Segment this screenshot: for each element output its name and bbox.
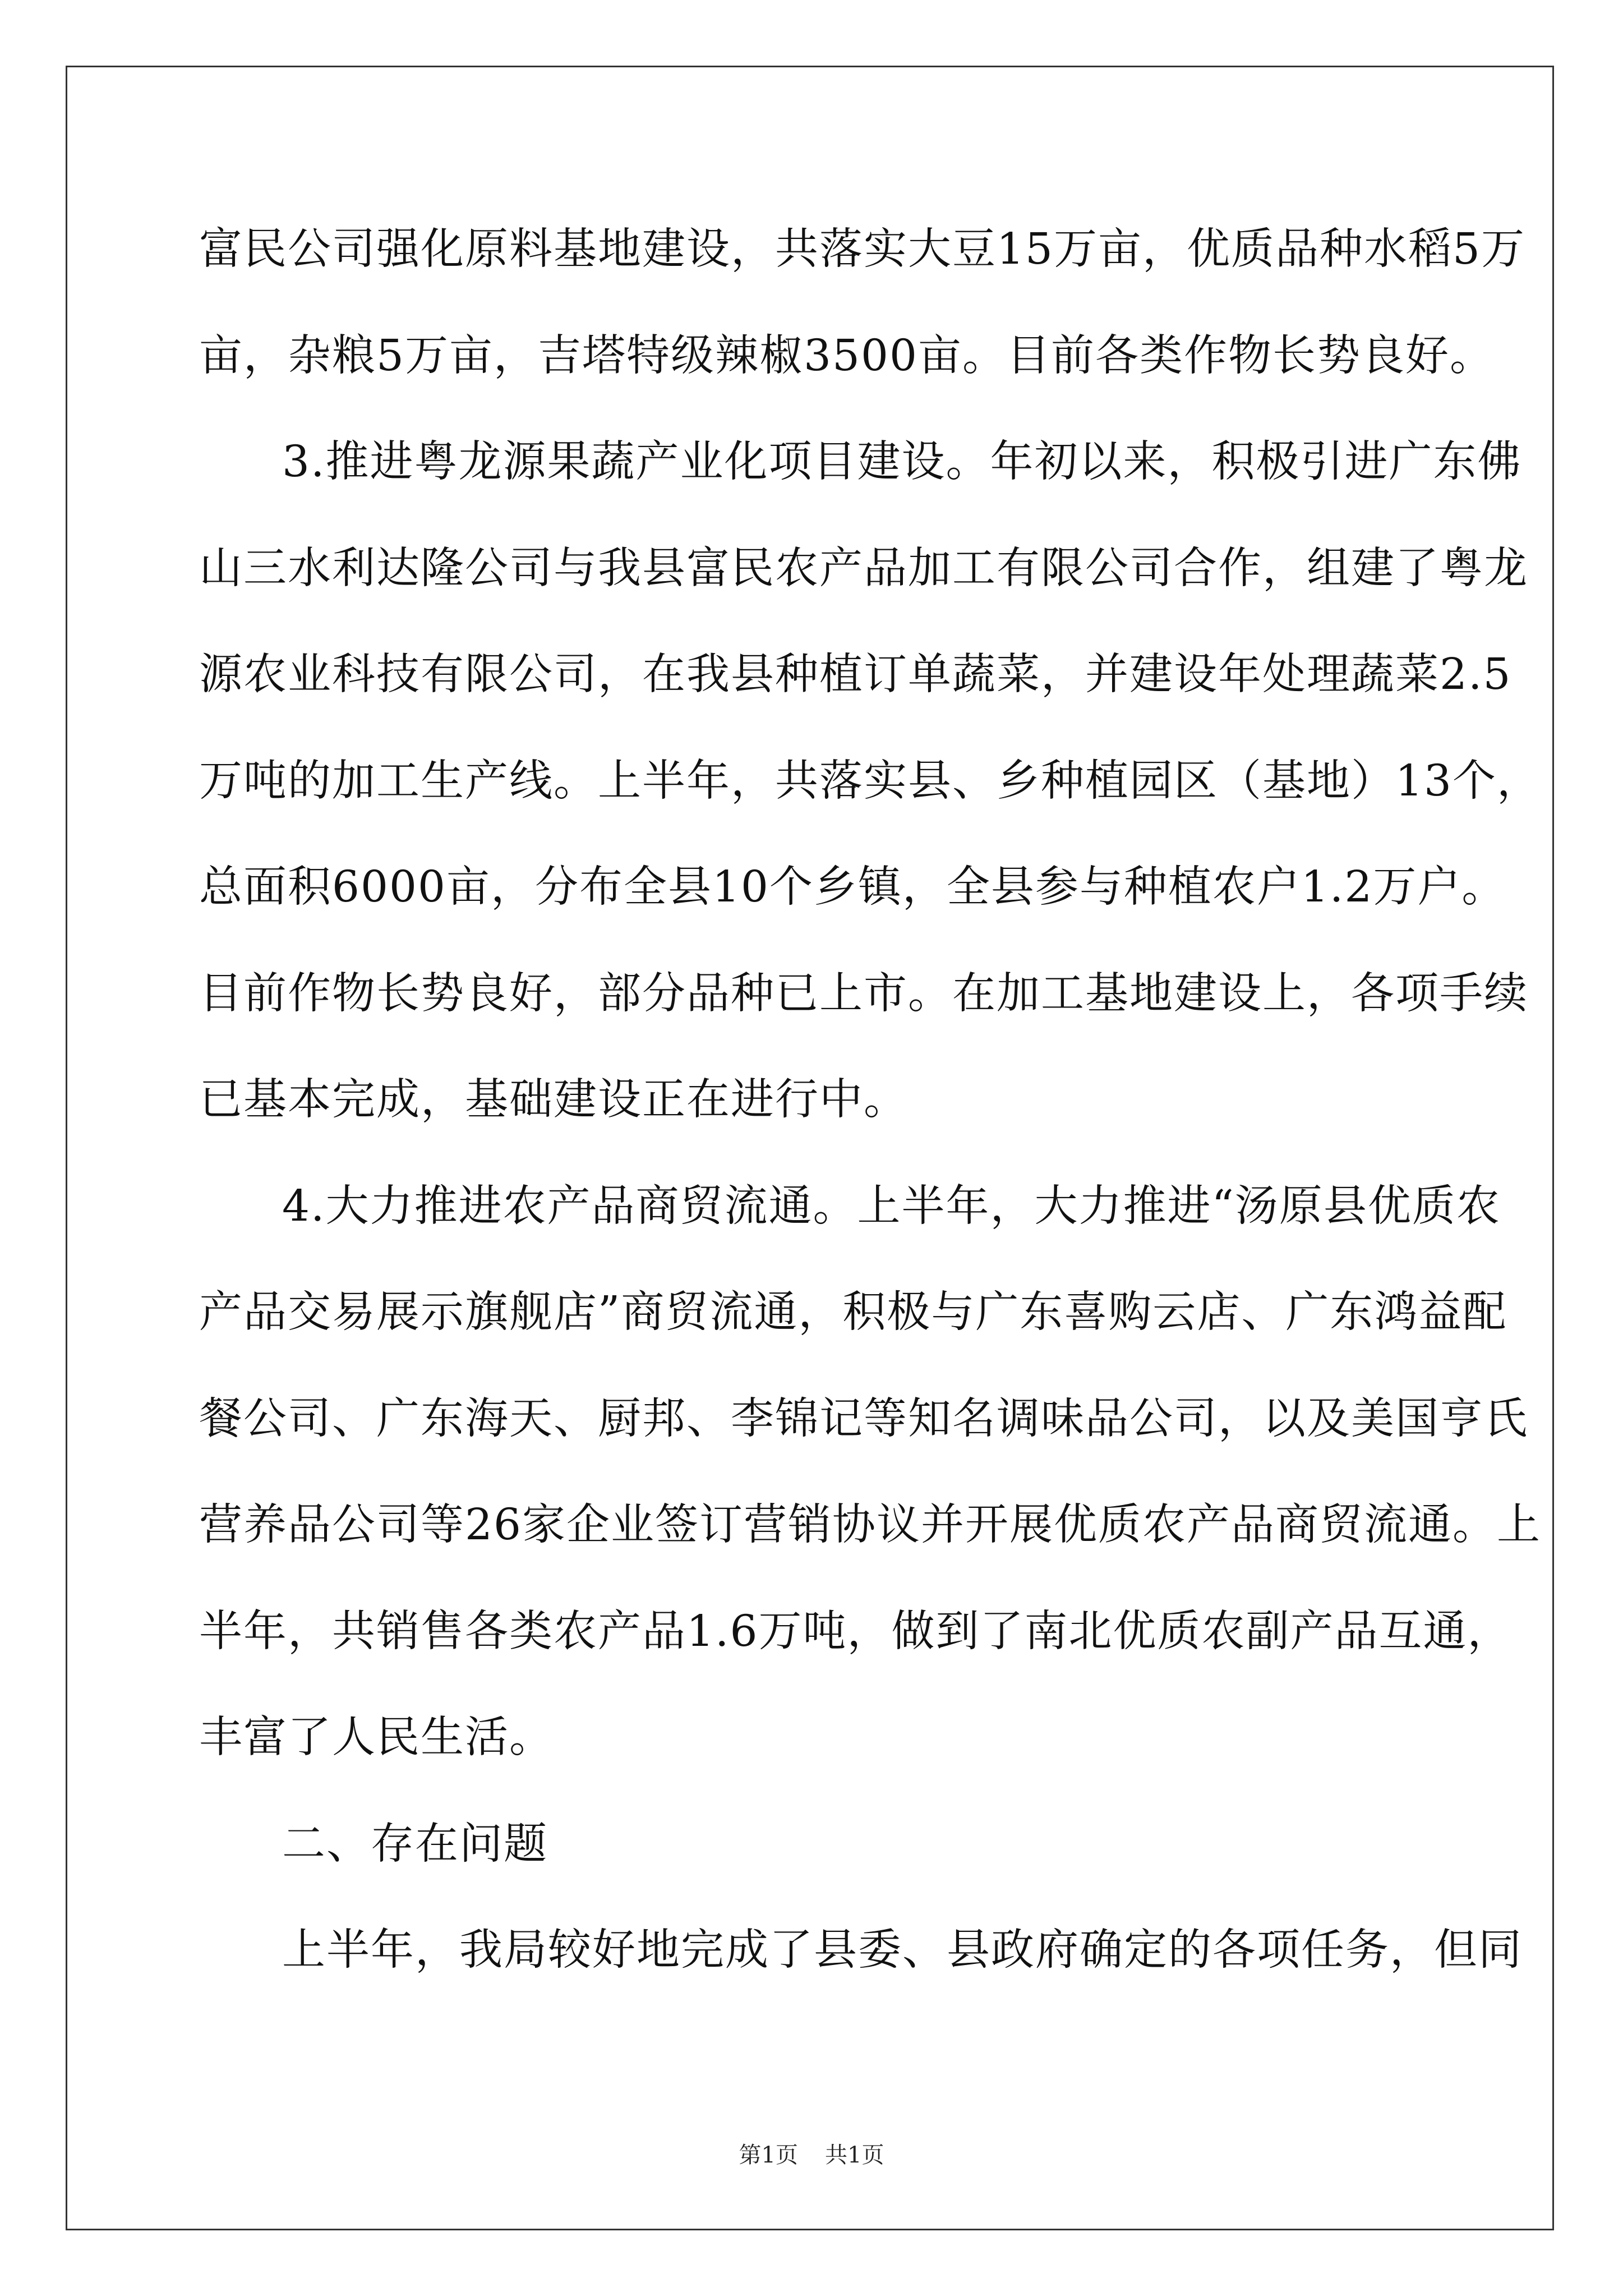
text-line: 营养品公司等26家企业签订营销协议并开展优质农产品商贸流通。上 [199, 1500, 1541, 1550]
text-line: 山三水利达隆公司与我县富民农产品加工有限公司合作，组建了粤龙 [199, 543, 1528, 593]
text-line: 已基本完成，基础建设正在进行中。 [199, 1075, 908, 1125]
text-line: 丰富了人民生活。 [199, 1713, 554, 1763]
page-footer [0, 2142, 1623, 2169]
page-number: 第1页 [739, 2142, 798, 2168]
document-body [199, 208, 1541, 2015]
text-line: 产品交易展示旗舰店”商贸流通，积极与广东喜购云店、广东鸿益配 [199, 1287, 1507, 1337]
text-line: 目前作物长势良好，部分品种已上市。在加工基地建设上，各项手续 [199, 968, 1528, 1019]
section-heading: 二、存在问题 [282, 1819, 548, 1869]
paragraph-start-line: 4.大力推进农产品商贸流通。上半年，大力推进“汤原县优质农 [282, 1181, 1501, 1231]
text-line: 亩，杂粮5万亩，吉塔特级辣椒3500亩。目前各类作物长势良好。 [199, 330, 1494, 381]
text-line: 富民公司强化原料基地建设，共落实大豆15万亩，优质品种水稻5万 [199, 224, 1525, 274]
text-line: 源农业科技有限公司，在我县种植订单蔬菜，并建设年处理蔬菜2.5 [199, 650, 1512, 700]
text-line: 万吨的加工生产线。上半年，共落实县、乡种植园区（基地）13个， [199, 756, 1541, 806]
paragraph-start-line: 3.推进粤龙源果蔬产业化项目建设。年初以来，积极引进广东佛 [282, 437, 1522, 487]
text-line: 半年，共销售各类农产品1.6万吨，做到了南北优质农副产品互通， [199, 1606, 1512, 1657]
text-line: 总面积6000亩，分布全县10个乡镇，全县参与种植农户1.2万户。 [199, 862, 1506, 912]
text-line: 餐公司、广东海天、厨邦、李锦记等知名调味品公司，以及美国亨氏 [199, 1393, 1528, 1444]
paragraph-start-line: 上半年，我局较好地完成了县委、县政府确定的各项任务，但同 [282, 1925, 1523, 1975]
page-total: 共1页 [825, 2142, 884, 2168]
